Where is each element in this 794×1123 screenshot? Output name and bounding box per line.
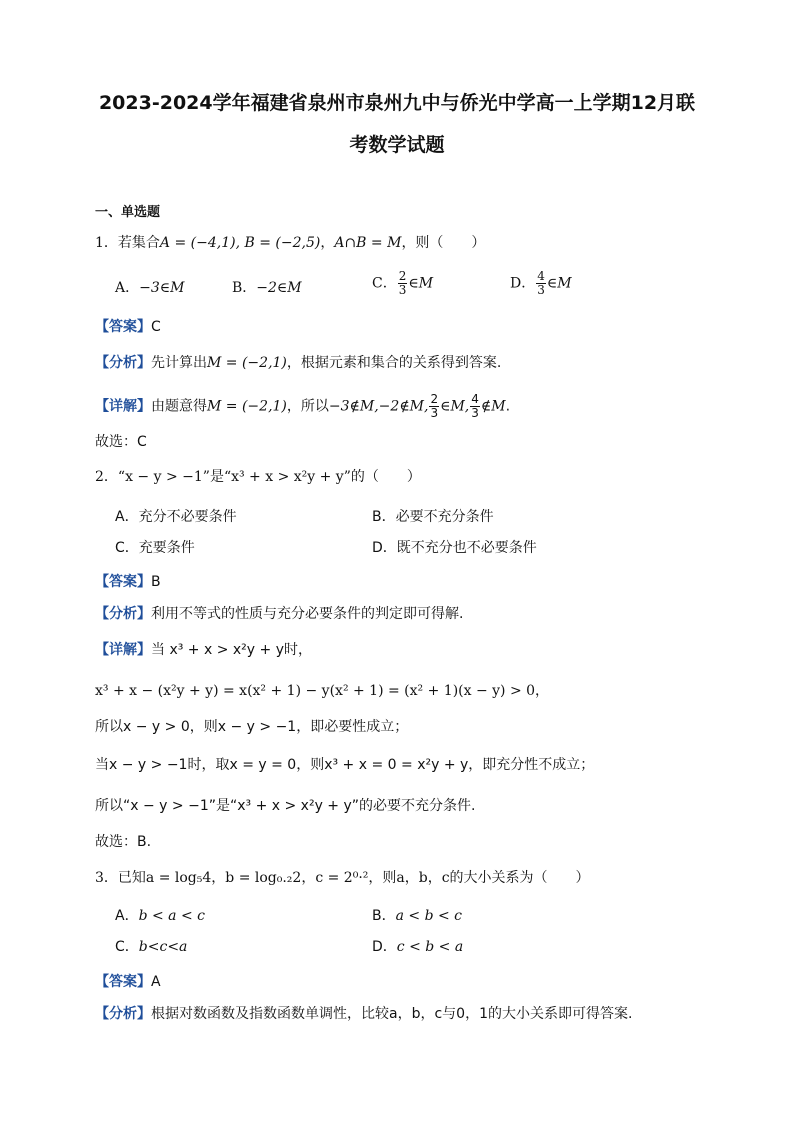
answer-value: B: [151, 574, 161, 590]
option-label: B．: [232, 280, 257, 296]
option-text: 充要条件: [138, 540, 195, 556]
q1-stem-suffix: ，则（ ）: [401, 235, 486, 251]
option-math: b<c<a: [138, 939, 188, 955]
fraction: [470, 393, 480, 420]
detail-math: ∈M,: [440, 398, 470, 415]
option-label: D．: [510, 275, 536, 292]
q2-choose: [95, 832, 151, 852]
analysis-tag: 【分析】: [95, 1006, 151, 1022]
q2-number: 2．: [95, 469, 118, 485]
q1-sets: A = (−4,1), B = (−2,5): [159, 235, 321, 251]
q1-condition: A∩B = M: [334, 235, 402, 251]
option-math: −2∈M: [256, 280, 302, 296]
option-math: ∈M: [408, 275, 434, 292]
option-text: 充分不必要条件: [138, 509, 237, 525]
document-title-line2: 考数学试题: [349, 134, 445, 156]
q3-option-c: [115, 937, 187, 957]
document-title-line1: 2023-2024学年福建省泉州市泉州九中与侨光中学高一上学期12月联: [98, 92, 696, 114]
q1-detail: [95, 393, 510, 420]
q1-stem-prefix: 若集合: [117, 235, 160, 251]
analysis-text: 先计算出: [151, 355, 207, 371]
q2-stem-text: “x − y > −1”是“x³ + x > x²y + y”的（ ）: [117, 469, 421, 485]
q1-number: 1．: [95, 235, 118, 251]
q2-detail-2: x³ + x − (x²y + y) = x(x² + 1) − y(x² + 1) = (x² + 1)(x − y) > 0，: [95, 683, 550, 699]
q1-sep: ，: [320, 235, 335, 251]
detail-tag: 【详解】: [95, 398, 151, 415]
q3-stem: [95, 868, 590, 888]
analysis-text: 利用不等式的性质与充分必要条件的判定即可得解.: [151, 606, 464, 622]
q3-option-b: [372, 906, 462, 926]
q1-answer: [95, 317, 161, 337]
q3-answer: [95, 972, 161, 992]
q1-stem: [95, 233, 485, 253]
detail-text: 由题意得: [151, 398, 207, 415]
frac-den: 3: [430, 406, 439, 420]
fraction: [398, 270, 408, 297]
option-text: 既不充分也不必要条件: [396, 540, 537, 556]
frac-num: 2: [430, 392, 439, 406]
q2-detail-1: [95, 640, 312, 660]
option-label: D．: [372, 540, 397, 556]
detail-math: ∉M: [480, 398, 506, 415]
q3-option-a: [115, 906, 205, 926]
option-label: A．: [115, 908, 139, 924]
option-label: C．: [115, 540, 139, 556]
option-math: −3∈M: [139, 280, 185, 296]
q1-option-a: [115, 278, 184, 298]
detail-tag: 【详解】: [95, 642, 151, 658]
analysis-tag: 【分析】: [95, 355, 151, 371]
q1-option-c: [372, 270, 433, 297]
option-math: a < b < c: [395, 908, 463, 924]
q2-detail-5: 所以“x − y > −1”是“x³ + x > x²y + y”的必要不充分条件.: [95, 798, 476, 814]
q3-stem-text: 已知a = log₅4，b = log₀.₂2，c = 2⁰·²，则a，b，c的大小关系为（ ）: [117, 870, 590, 886]
detail-math: M = (−2,1): [207, 398, 287, 415]
option-label: A．: [115, 280, 140, 296]
option-math: c < b < a: [396, 939, 464, 955]
frac-num: 2: [398, 269, 407, 283]
choose-label: 故选：: [95, 434, 137, 450]
option-math: ∈M: [546, 275, 572, 292]
analysis-math: M = (−2,1): [207, 355, 287, 371]
section-heading: 一、单选题: [95, 205, 161, 220]
q2-stem: [95, 467, 421, 487]
q2-detail-3: 所以x − y > 0，则x − y > −1，即必要性成立；: [95, 719, 409, 735]
q2-option-b: [372, 507, 494, 527]
frac-den: 3: [471, 406, 479, 420]
analysis-text: 根据对数函数及指数函数单调性，比较a，b，c与0，1的大小关系即可得答案.: [151, 1006, 633, 1022]
answer-tag: 【答案】: [95, 974, 151, 990]
answer-tag: 【答案】: [95, 319, 151, 335]
detail-math: −3∉M,−2∉M,: [328, 398, 429, 415]
frac-den: 3: [398, 283, 407, 297]
q2-detail-4: 当x − y > −1时，取x = y = 0，则x³ + x = 0 = x²y + y，即充分性不成立；: [95, 757, 595, 773]
q2-option-c: [115, 538, 195, 558]
option-label: B．: [372, 509, 396, 525]
q3-option-d: [372, 937, 463, 957]
detail-text: .: [505, 398, 511, 415]
q2-option-d: [372, 538, 537, 558]
option-label: C．: [372, 275, 397, 292]
frac-num: 4: [471, 392, 479, 406]
choose-value: C: [137, 434, 147, 450]
option-label: B．: [372, 908, 396, 924]
q1-option-b: [232, 278, 302, 298]
fraction: [536, 270, 546, 297]
answer-value: A: [151, 974, 161, 990]
detail-text: 当 x³ + x > x²y + y时，: [151, 642, 312, 658]
option-label: A．: [115, 509, 139, 525]
q2-answer: [95, 572, 161, 592]
answer-tag: 【答案】: [95, 574, 151, 590]
option-text: 必要不充分条件: [395, 509, 494, 525]
choose-value: B.: [137, 834, 152, 850]
q1-option-d: [510, 270, 572, 297]
option-math: b < a < c: [138, 908, 205, 924]
analysis-tag: 【分析】: [95, 606, 151, 622]
fraction: [429, 393, 439, 420]
q2-option-a: [115, 507, 237, 527]
detail-text: ，所以: [286, 398, 329, 415]
option-label: D．: [372, 939, 397, 955]
option-label: C．: [115, 939, 139, 955]
frac-den: 3: [537, 283, 545, 297]
q3-analysis: [95, 1004, 632, 1024]
q3-number: 3．: [95, 870, 118, 886]
q1-analysis: [95, 353, 501, 373]
q2-analysis: [95, 604, 463, 624]
choose-label: 故选：: [95, 834, 137, 850]
analysis-text: ，根据元素和集合的关系得到答案.: [286, 355, 502, 371]
q1-choose: [95, 432, 147, 452]
answer-value: C: [151, 319, 161, 335]
frac-num: 4: [537, 269, 545, 283]
